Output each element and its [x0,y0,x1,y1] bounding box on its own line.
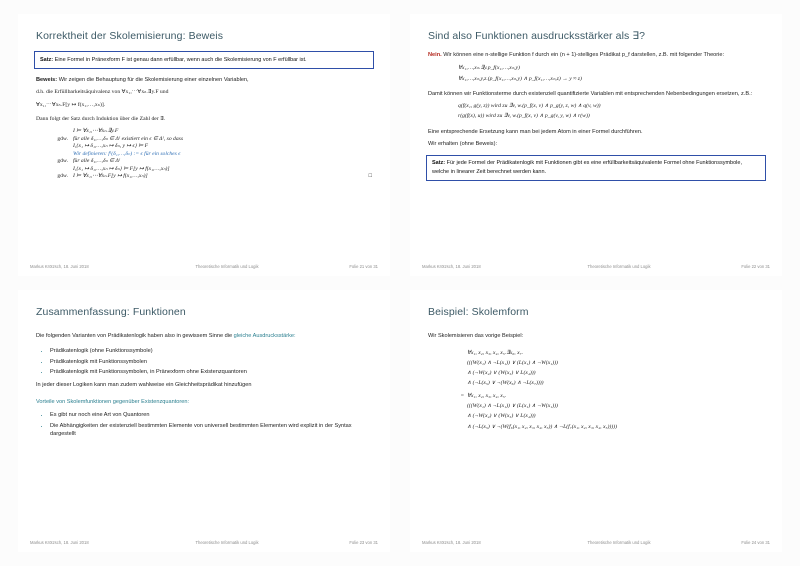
formula-operator [454,401,464,411]
list-item: • Es gibt nur noch eine Art von Quantoren [50,411,372,419]
footer-course: Theoretische Informatik und Logik [587,264,651,269]
answer-body [422,51,770,149]
slide-footer [410,264,782,269]
slide-korrektheit-skolemisierung [18,14,390,276]
satz-keyword: Satz: [40,56,54,63]
footer-author: Markus Krötzsch, 18. Juni 2018 [30,540,89,545]
vorteile-list [36,411,372,439]
formula-line: ∧ (¬W(x₂) ∨ (W(x₃) ∨ L(x₄))) [467,413,536,420]
beweis-keyword: Beweis: [36,76,58,83]
slide-footer [410,540,782,545]
theory-line: ∀x₁,…,xₙ.∃y.p_f(x₁,…,xₙ,y) [458,65,520,72]
summary-lead [36,332,372,341]
deriv-label [38,128,68,134]
formula-operator [454,422,464,432]
deriv-value [73,173,378,179]
after-text-2: Wir erhalten (ohne Beweis): [428,140,498,147]
proof-line-3: Dann folgt der Satz durch Induktion über die Zahl der ∃. [36,115,166,122]
deriv-label [38,151,68,157]
after-text-1: Eine entsprechende Ersetzung kann man bei jedem Atom in einer Formel durchführen. [428,128,643,135]
deriv-value: für alle δ₁,…,δₙ ∈ Δᴵ [73,158,121,165]
slide-beispiel-skolemform [410,290,782,552]
proof-line-2: ∀x₁,⋯∀xₙ.F[y ↦ f(x₁,…,xₙ)]. [36,102,106,109]
deriv-definition: Wir definieren: fᴵ(δ₁,…,δₙ) := ϵ für ein solches ϵ [73,150,181,157]
footer-page: Folie 24 von 31 [741,540,770,545]
deriv-value: für alle δ₁,…,δₙ ∈ Δᴵ existiert ein ϵ ∈ Δᴵ, so dass [73,135,184,142]
slide-footer [18,540,390,545]
deriv-value: I,{x₁ ↦ δ₁,…,xₙ ↦ δₙ, y ↦ ϵ} ⊨ F [73,143,149,150]
slide-zusammenfassung-funktionen [18,290,390,552]
footer-author: Markus Krötzsch, 18. Juni 2018 [30,264,89,269]
satz-box-bottom [426,155,766,181]
formula-block-1 [454,348,764,389]
slide-footer [18,264,390,269]
footer-course: Theoretische Informatik und Logik [195,264,259,269]
page-title: Beispiel: Skolemform [428,306,529,318]
deriv-label: gdw. [57,158,68,165]
equals-operator: = [460,392,464,399]
formula-line: ∀x₁, x₂, x₃, x₄, x₅. [467,392,507,399]
deriv-label: gdw. [57,173,68,180]
summary-body [30,332,378,438]
example-body [422,332,770,432]
theory-line: ∀x₁,…,xₙ,y,z.(p_f(x₁,…,xₙ,y) ∧ p_f(x₁,…,xₙ,z) → y ≈ z) [458,75,582,82]
deriv-value: I,{x₁ ↦ δ₁,…,xₙ ↦ δₙ} ⊨ F[y ↦ f(x₁,…,xₙ)] [73,165,170,172]
list-item: • Prädikatenlogik (ohne Funktionssymbole) [50,347,372,355]
footer-author: Markus Krötzsch, 18. Juni 2018 [422,540,481,545]
deriv-label: gdw. [57,135,68,142]
page-title: Zusammenfassung: Funktionen [36,306,186,318]
formula-line: ∧ (¬W(x₂) ∨ (W(x₃) ∨ L(x₄))) [467,370,536,377]
summary-lead-highlight: gleiche Ausdrucksstärke: [233,333,296,339]
after-bullets-text: In jeder dieser Logiken kann man zudem wahlweise ein Gleichheitsprädikat hinzufügen [36,381,252,388]
beweis-lead: Wir zeigen die Behauptung für die Skolemisierung einer einzelnen Variablen, [58,76,249,83]
deriv-last-line: I ⊨ ∀x₁,⋯∀xₙ.F[y ↦ f(x₁,…,xₙ)] [73,173,148,180]
formula-operator [454,368,464,378]
deriv-value: I ⊨ ∀x₁,⋯∀xₙ.∃y.F [73,128,119,135]
answer-text: Wir können eine n-stellige Funktion f durch ein (n + 1)-stelliges Prädikat p_f darstellen, z.B. mit folgender Theorie: [443,52,725,58]
page-title: Sind also Funktionen ausdrucksstärker als ∃? [428,30,646,42]
example-line: q(f(x₁, g(y, z)) wird zu ∃v, w.(p_f(x, v) ∧ p_g(y, z, w) ∧ q(v, w)) [458,103,601,110]
proof-body [30,76,378,125]
formula-operator [454,348,464,358]
satz-text: Eine Formel in Pränexform F ist genau dann erfüllbar, wenn auch die Skolemisierung von F erfüllbar ist. [54,56,307,63]
footer-page: Folie 22 von 31 [741,264,770,269]
satz-text: Für jede Formel der Prädikatenlogik mit Funktionen gibt es eine erfüllbarkeitsäquivalente Formel ohne Funktionssymbole, welche in linearer Zeit berechnet werden kann. [432,160,742,175]
theory-block [458,63,764,84]
formula-block-2 [454,391,764,432]
nein-keyword: Nein. [428,52,442,58]
formula-line: (((W(x₁) ∧ ¬L(x₁)) ∨ (L(x₁) ∧ ¬W(x₁))) [467,402,558,409]
footer-page: Folie 23 von 31 [349,540,378,545]
formula-operator [454,358,464,368]
example-line: r(g(f(x), u)) wird zu ∃v, w.(p_f(x, v) ∧ p_g(v, y, w) ∧ r(w)) [458,113,590,120]
variant-list [36,347,372,377]
examples-block [458,102,764,121]
list-item: • Prädikatenlogik mit Funktionssymbolen, in Pränexform ohne Existenzquantoren [50,368,372,376]
list-item: • Prädikatenlogik mit Funktionssymbolen [50,358,372,366]
formula-line: (((W(x₁) ∧ ¬L(x₁)) ∨ (L(x₁) ∧ ¬W(x₁))) [467,359,558,366]
subheading-vorteile: Vorteile von Skolemfunktionen gegenüber Existenzquantoren: [36,399,189,406]
deriv-label [38,143,68,149]
deriv-label [38,166,68,172]
formula-line: ∧ (¬L(x₅) ∨ ¬(W(f₆(x₁, x₂, x₃, x₄, x₅)) ∧ ¬L(f₇(x₁, x₂, x₃, x₄, x₅))))) [467,423,617,430]
proof-line-1: d.h. die Erfüllbarkeitsäquivalenz von ∀x₁,⋯∀xₙ.∃y.F und [36,88,169,95]
footer-author: Markus Krötzsch, 18. Juni 2018 [422,264,481,269]
summary-lead-plain: Die folgenden Varianten von Prädikatenlogik haben also in gewissem Sinne die [36,333,234,339]
footer-page: Folie 21 von 31 [349,264,378,269]
qed-symbol: □ [368,173,372,180]
satz-keyword: Satz: [432,160,446,167]
page-title: Korrektheit der Skolemisierung: Beweis [36,30,224,42]
formula-line: ∀x₁, x₂, x₃, x₄, x₅.∃x₆, x₇. [467,349,524,356]
formula-operator [454,378,464,388]
footer-course: Theoretische Informatik und Logik [195,540,259,545]
slide-funktionen-ausdrucksstaerker [410,14,782,276]
formula-line: ∧ (¬L(x₅) ∨ ¬(W(x₆) ∧ ¬L(x₇)))) [467,380,544,387]
mid-text: Damit können wir Funktionsterme durch existenziell quantifizierte Variablen mit entsprechenden Nebenbedingungen ersetzen, z.B.: [428,91,753,98]
formula-operator [454,411,464,421]
derivation-table [38,128,378,179]
list-item: • Die Abhängigkeiten der existenziell bestimmten Elemente von universell bestimmten Elementen wird explizit in der Syntax dargestellt [50,422,372,439]
satz-box-top [34,51,374,69]
example-lead: Wir Skolemisieren das vorige Beispiel: [428,333,524,339]
footer-course: Theoretische Informatik und Logik [587,540,651,545]
